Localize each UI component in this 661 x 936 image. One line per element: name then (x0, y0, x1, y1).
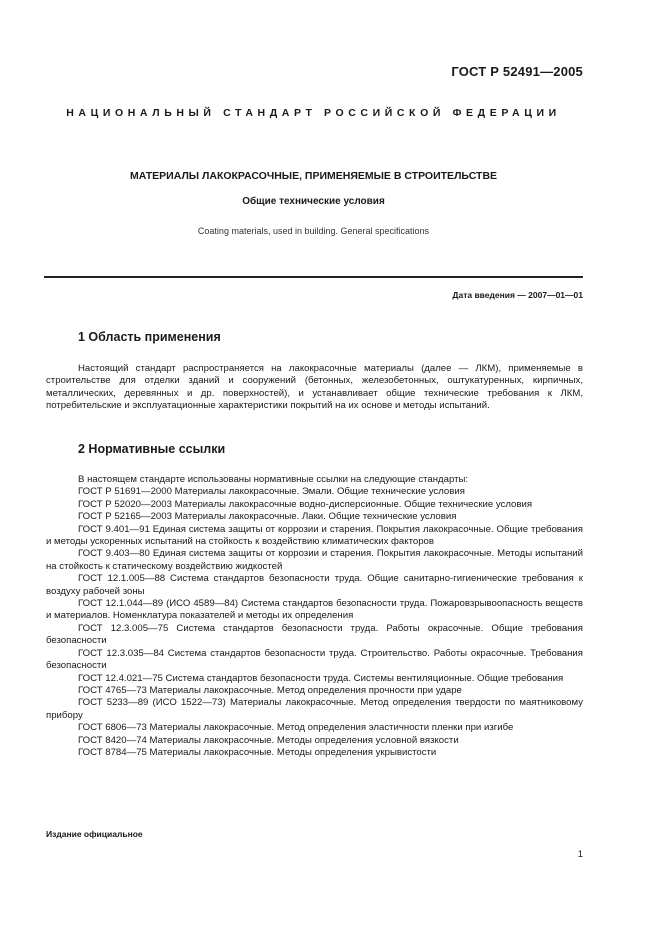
scope-paragraph: Настоящий стандарт распространяется на лакокрасочные материалы (далее — ЛКМ), применяемые в строительстве для отделки зданий и сооружений (бетонных, железобетонных, оштукатуренных, кирпичных, металлических, деревянных и др. поверхностей), и устанавливает общие технические требования к ЛКМ, потребительские и эксплуатационные характеристики покрытий на их основе и методы испытаний. (46, 363, 583, 412)
section-heading-references: 2 Нормативные ссылки (78, 442, 226, 456)
national-standard-banner: НАЦИОНАЛЬНЫЙ СТАНДАРТ РОССИЙСКОЙ ФЕДЕРАЦИИ (66, 107, 561, 119)
reference-item: ГОСТ 12.1.005—88 Система стандартов безопасности труда. Общие санитарно-гигиенические требования к воздуху рабочей зоны (46, 573, 583, 597)
reference-item: ГОСТ 8420—74 Материалы лакокрасочные. Методы определения условной вязкости (78, 734, 459, 746)
reference-item: ГОСТ 5233—89 (ИСО 1522—73) Материалы лакокрасочные. Метод определения твердости по маятниковому прибору (46, 697, 583, 721)
reference-item: ГОСТ 12.3.035—84 Система стандартов безопасности труда. Строительство. Работы окрасочные. Требования безопасности (46, 647, 583, 672)
reference-item: ГОСТ 9.401—91 Единая система защиты от коррозии и старения. Покрытия лакокрасочные. Общие требования и методы ускоренных испытаний на стойкость к воздействию климатических факторов (46, 523, 583, 548)
introduction-date: Дата введения — 2007—01—01 (452, 290, 583, 300)
reference-item: ГОСТ 12.3.005—75 Система стандартов безопасности труда. Работы окрасочные. Общие требования безопасности (46, 622, 583, 647)
reference-item: ГОСТ 8784—75 Материалы лакокрасочные. Методы определения укрывистости (78, 746, 437, 758)
document-title: МАТЕРИАЛЫ ЛАКОКРАСОЧНЫЕ, ПРИМЕНЯЕМЫЕ В СТРОИТЕЛЬСТВЕ (129, 170, 498, 182)
references-list (46, 474, 583, 759)
reference-item: ГОСТ 12.4.021—75 Система стандартов безопасности труда. Системы вентиляционные. Общие требования (78, 672, 564, 684)
reference-item: ГОСТ Р 52020—2003 Материалы лакокрасочные водно-дисперсионные. Общие технические условия (78, 498, 533, 510)
reference-item: ГОСТ Р 51691—2000 Материалы лакокрасочные. Эмали. Общие технические условия (78, 486, 465, 498)
header-divider (44, 276, 583, 278)
reference-item: В настоящем стандарте использованы нормативные ссылки на следующие стандарты: (78, 474, 469, 485)
english-title: Coating materials, used in building. General specifications (197, 226, 430, 236)
reference-item: ГОСТ 12.1.044—89 (ИСО 4589—84) Система стандартов безопасности труда. Пожаровзрывоопасность веществ и материалов. Номенклатура показателей и методы их определения (46, 598, 583, 622)
reference-item: ГОСТ 6806—73 Материалы лакокрасочные. Метод определения эластичности пленки при изгибе (78, 722, 514, 734)
page-number: 1 (577, 849, 583, 860)
document-subtitle: Общие технические условия (242, 196, 385, 207)
reference-item: ГОСТ Р 52165—2003 Материалы лакокрасочные. Лаки. Общие технические условия (78, 511, 457, 523)
reference-item: ГОСТ 9.403—80 Единая система защиты от коррозии и старения. Покрытия лакокрасочные. Методы испытаний на стойкость к статическому воздействию жидкостей (46, 548, 583, 572)
section-heading-scope: 1 Область применения (78, 330, 221, 344)
document-code: ГОСТ Р 52491—2005 (451, 64, 583, 79)
official-edition-label: Издание официальное (46, 829, 143, 839)
reference-item: ГОСТ 4765—73 Материалы лакокрасочные. Метод определения прочности при ударе (78, 684, 462, 696)
